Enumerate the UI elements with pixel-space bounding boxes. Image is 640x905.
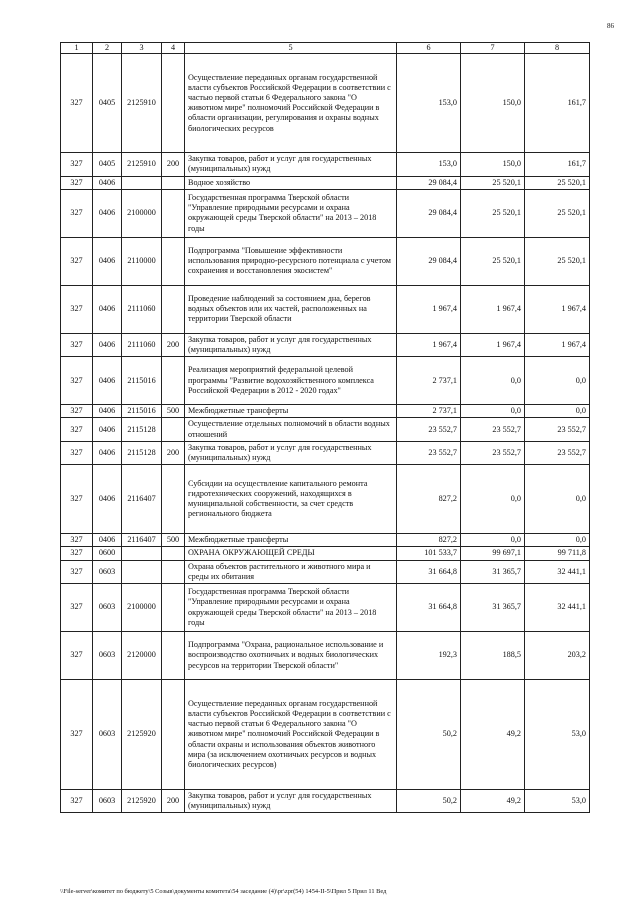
column-header: 2 xyxy=(93,43,122,54)
budget-table xyxy=(60,42,590,813)
name-cell: Осуществление переданных органам государственной власти субъектов Российской Федерации в соответствии с частью первой статьи 6 Федерального закона "О животном мире" полномочий Российской Федерации в области организации, регулирования и охраны водных биологических ресурсов xyxy=(185,54,397,153)
razdel-cell: 0603 xyxy=(93,560,122,583)
razdel-cell: 0406 xyxy=(93,333,122,356)
csr-cell: 2125910 xyxy=(122,153,162,176)
ved-cell: 327 xyxy=(61,584,93,632)
column-header: 3 xyxy=(122,43,162,54)
amount-year1-cell: 1 967,4 xyxy=(397,285,461,333)
page-number: 86 xyxy=(607,22,614,30)
amount-year3-cell: 23 552,7 xyxy=(525,441,590,464)
amount-year1-cell: 50,2 xyxy=(397,790,461,813)
amount-year1-cell: 827,2 xyxy=(397,465,461,534)
table-row xyxy=(61,418,590,441)
amount-year1-cell: 2 737,1 xyxy=(397,357,461,405)
vr-cell xyxy=(162,632,185,680)
amount-year3-cell: 0,0 xyxy=(525,405,590,418)
file-path-footer: \\File-server\комитет по бюджету\5 Созыв\документы комитета\54 заседание (4)\pr\zpr(54) 1454-II-5\Прил 5 Прил 11 Вед xyxy=(60,888,387,895)
csr-cell: 2110000 xyxy=(122,237,162,285)
razdel-cell: 0406 xyxy=(93,465,122,534)
csr-cell: 2115016 xyxy=(122,357,162,405)
ved-cell: 327 xyxy=(61,176,93,189)
amount-year3-cell: 161,7 xyxy=(525,54,590,153)
name-cell: Проведение наблюдений за состоянием дна, берегов водных объектов или их частей, расположенных на территории Тверской области xyxy=(185,285,397,333)
amount-year3-cell: 53,0 xyxy=(525,790,590,813)
name-cell: Подпрограмма "Охрана, рациональное использование и воспроизводство охотничьих и водных биологических ресурсов на территории Тверской области" xyxy=(185,632,397,680)
razdel-cell: 0603 xyxy=(93,680,122,790)
table-row xyxy=(61,632,590,680)
amount-year2-cell: 25 520,1 xyxy=(461,189,525,237)
razdel-cell: 0405 xyxy=(93,153,122,176)
amount-year1-cell: 2 737,1 xyxy=(397,405,461,418)
table-row xyxy=(61,680,590,790)
csr-cell: 2100000 xyxy=(122,189,162,237)
table-row xyxy=(61,54,590,153)
amount-year2-cell: 150,0 xyxy=(461,153,525,176)
amount-year3-cell: 32 441,1 xyxy=(525,584,590,632)
amount-year2-cell: 23 552,7 xyxy=(461,441,525,464)
table-row xyxy=(61,534,590,547)
amount-year1-cell: 1 967,4 xyxy=(397,333,461,356)
vr-cell xyxy=(162,418,185,441)
amount-year2-cell: 1 967,4 xyxy=(461,333,525,356)
table-row xyxy=(61,285,590,333)
amount-year1-cell: 29 084,4 xyxy=(397,176,461,189)
razdel-cell: 0406 xyxy=(93,237,122,285)
table-row xyxy=(61,547,590,560)
amount-year3-cell: 25 520,1 xyxy=(525,176,590,189)
amount-year2-cell: 49,2 xyxy=(461,790,525,813)
amount-year2-cell: 0,0 xyxy=(461,534,525,547)
header-row xyxy=(61,43,590,54)
ved-cell: 327 xyxy=(61,632,93,680)
amount-year1-cell: 192,3 xyxy=(397,632,461,680)
vr-cell: 200 xyxy=(162,333,185,356)
amount-year2-cell: 0,0 xyxy=(461,465,525,534)
name-cell: Межбюджетные трансферты xyxy=(185,534,397,547)
table-row xyxy=(61,405,590,418)
table-row xyxy=(61,176,590,189)
csr-cell: 2111060 xyxy=(122,285,162,333)
razdel-cell: 0406 xyxy=(93,176,122,189)
name-cell: Государственная программа Тверской области "Управление природными ресурсами и охрана окружающей среды Тверской области" на 2013 – 2018 годы xyxy=(185,584,397,632)
razdel-cell: 0406 xyxy=(93,285,122,333)
amount-year1-cell: 101 533,7 xyxy=(397,547,461,560)
vr-cell xyxy=(162,584,185,632)
csr-cell: 2115128 xyxy=(122,418,162,441)
csr-cell xyxy=(122,560,162,583)
razdel-cell: 0406 xyxy=(93,405,122,418)
vr-cell xyxy=(162,189,185,237)
csr-cell: 2111060 xyxy=(122,333,162,356)
amount-year3-cell: 32 441,1 xyxy=(525,560,590,583)
ved-cell: 327 xyxy=(61,357,93,405)
amount-year3-cell: 0,0 xyxy=(525,465,590,534)
ved-cell: 327 xyxy=(61,560,93,583)
amount-year1-cell: 31 664,8 xyxy=(397,584,461,632)
ved-cell: 327 xyxy=(61,54,93,153)
name-cell: Закупка товаров, работ и услуг для государственных (муниципальных) нужд xyxy=(185,333,397,356)
vr-cell xyxy=(162,176,185,189)
amount-year1-cell: 50,2 xyxy=(397,680,461,790)
name-cell: Подпрограмма "Повышение эффективности использования природно-ресурсного потенциала с учетом сохранения и восстановления экосистем" xyxy=(185,237,397,285)
csr-cell: 2116407 xyxy=(122,534,162,547)
amount-year2-cell: 31 365,7 xyxy=(461,560,525,583)
razdel-cell: 0600 xyxy=(93,547,122,560)
ved-cell: 327 xyxy=(61,153,93,176)
table-row xyxy=(61,153,590,176)
amount-year3-cell: 161,7 xyxy=(525,153,590,176)
name-cell: Водное хозяйство xyxy=(185,176,397,189)
amount-year1-cell: 827,2 xyxy=(397,534,461,547)
amount-year3-cell: 23 552,7 xyxy=(525,418,590,441)
amount-year2-cell: 188,5 xyxy=(461,632,525,680)
amount-year2-cell: 25 520,1 xyxy=(461,176,525,189)
amount-year2-cell: 23 552,7 xyxy=(461,418,525,441)
name-cell: Закупка товаров, работ и услуг для государственных (муниципальных) нужд xyxy=(185,153,397,176)
ved-cell: 327 xyxy=(61,680,93,790)
name-cell: ОХРАНА ОКРУЖАЮЩЕЙ СРЕДЫ xyxy=(185,547,397,560)
name-cell: Осуществление отдельных полномочий в области водных отношений xyxy=(185,418,397,441)
vr-cell xyxy=(162,54,185,153)
vr-cell xyxy=(162,680,185,790)
name-cell: Закупка товаров, работ и услуг для государственных (муниципальных) нужд xyxy=(185,790,397,813)
amount-year2-cell: 1 967,4 xyxy=(461,285,525,333)
razdel-cell: 0405 xyxy=(93,54,122,153)
amount-year3-cell: 203,2 xyxy=(525,632,590,680)
ved-cell: 327 xyxy=(61,790,93,813)
name-cell: Государственная программа Тверской области "Управление природными ресурсами и охрана окружающей среды Тверской области" на 2013 – 2018 годы xyxy=(185,189,397,237)
csr-cell: 2125920 xyxy=(122,680,162,790)
vr-cell xyxy=(162,547,185,560)
csr-cell: 2115016 xyxy=(122,405,162,418)
amount-year3-cell: 1 967,4 xyxy=(525,333,590,356)
csr-cell xyxy=(122,547,162,560)
amount-year3-cell: 25 520,1 xyxy=(525,237,590,285)
amount-year2-cell: 25 520,1 xyxy=(461,237,525,285)
amount-year1-cell: 29 084,4 xyxy=(397,237,461,285)
amount-year3-cell: 0,0 xyxy=(525,357,590,405)
table-row xyxy=(61,237,590,285)
razdel-cell: 0406 xyxy=(93,534,122,547)
table-row xyxy=(61,790,590,813)
ved-cell: 327 xyxy=(61,534,93,547)
name-cell: Реализация мероприятий федеральной целевой программы "Развитие водохозяйственного комплекса Российской Федерации в 2012 - 2020 годах" xyxy=(185,357,397,405)
vr-cell xyxy=(162,560,185,583)
amount-year3-cell: 0,0 xyxy=(525,534,590,547)
column-header: 5 xyxy=(185,43,397,54)
ved-cell: 327 xyxy=(61,465,93,534)
csr-cell: 2100000 xyxy=(122,584,162,632)
column-header: 4 xyxy=(162,43,185,54)
amount-year1-cell: 153,0 xyxy=(397,153,461,176)
table-row xyxy=(61,584,590,632)
column-header: 7 xyxy=(461,43,525,54)
table-row xyxy=(61,357,590,405)
razdel-cell: 0603 xyxy=(93,632,122,680)
razdel-cell: 0603 xyxy=(93,584,122,632)
ved-cell: 327 xyxy=(61,285,93,333)
razdel-cell: 0406 xyxy=(93,441,122,464)
ved-cell: 327 xyxy=(61,405,93,418)
razdel-cell: 0406 xyxy=(93,357,122,405)
razdel-cell: 0406 xyxy=(93,418,122,441)
csr-cell: 2116407 xyxy=(122,465,162,534)
vr-cell xyxy=(162,285,185,333)
csr-cell: 2120000 xyxy=(122,632,162,680)
vr-cell: 200 xyxy=(162,153,185,176)
vr-cell xyxy=(162,357,185,405)
column-header: 8 xyxy=(525,43,590,54)
amount-year3-cell: 25 520,1 xyxy=(525,189,590,237)
amount-year3-cell: 53,0 xyxy=(525,680,590,790)
razdel-cell: 0406 xyxy=(93,189,122,237)
ved-cell: 327 xyxy=(61,333,93,356)
amount-year3-cell: 99 711,8 xyxy=(525,547,590,560)
table-row xyxy=(61,441,590,464)
amount-year1-cell: 23 552,7 xyxy=(397,441,461,464)
csr-cell: 2115128 xyxy=(122,441,162,464)
vr-cell xyxy=(162,237,185,285)
csr-cell: 2125920 xyxy=(122,790,162,813)
name-cell: Закупка товаров, работ и услуг для государственных (муниципальных) нужд xyxy=(185,441,397,464)
column-header: 6 xyxy=(397,43,461,54)
amount-year3-cell: 1 967,4 xyxy=(525,285,590,333)
name-cell: Субсидии на осуществление капитального ремонта гидротехнических сооружений, находящихся в муниципальной собственности, за счет средств регионального бюджета xyxy=(185,465,397,534)
vr-cell: 500 xyxy=(162,534,185,547)
vr-cell: 200 xyxy=(162,790,185,813)
amount-year2-cell: 49,2 xyxy=(461,680,525,790)
amount-year1-cell: 23 552,7 xyxy=(397,418,461,441)
ved-cell: 327 xyxy=(61,418,93,441)
ved-cell: 327 xyxy=(61,441,93,464)
table-row xyxy=(61,465,590,534)
vr-cell xyxy=(162,465,185,534)
ved-cell: 327 xyxy=(61,189,93,237)
name-cell: Охрана объектов растительного и животного мира и среды их обитания xyxy=(185,560,397,583)
column-header: 1 xyxy=(61,43,93,54)
amount-year2-cell: 0,0 xyxy=(461,405,525,418)
table-row xyxy=(61,333,590,356)
amount-year1-cell: 29 084,4 xyxy=(397,189,461,237)
vr-cell: 500 xyxy=(162,405,185,418)
ved-cell: 327 xyxy=(61,547,93,560)
amount-year2-cell: 150,0 xyxy=(461,54,525,153)
ved-cell: 327 xyxy=(61,237,93,285)
amount-year1-cell: 153,0 xyxy=(397,54,461,153)
amount-year2-cell: 0,0 xyxy=(461,357,525,405)
csr-cell xyxy=(122,176,162,189)
name-cell: Межбюджетные трансферты xyxy=(185,405,397,418)
vr-cell: 200 xyxy=(162,441,185,464)
amount-year2-cell: 31 365,7 xyxy=(461,584,525,632)
name-cell: Осуществление переданных органам государственной власти субъектов Российской Федерации в соответствии с частью первой статьи 6 Федерального закона "О животном мире" полномочий Российской Федерации в области охраны и использования объектов животного мира (за исключением охотничьих ресурсов и водных биологических ресурсов) xyxy=(185,680,397,790)
table-row xyxy=(61,189,590,237)
table-row xyxy=(61,560,590,583)
amount-year1-cell: 31 664,8 xyxy=(397,560,461,583)
amount-year2-cell: 99 697,1 xyxy=(461,547,525,560)
csr-cell: 2125910 xyxy=(122,54,162,153)
razdel-cell: 0603 xyxy=(93,790,122,813)
